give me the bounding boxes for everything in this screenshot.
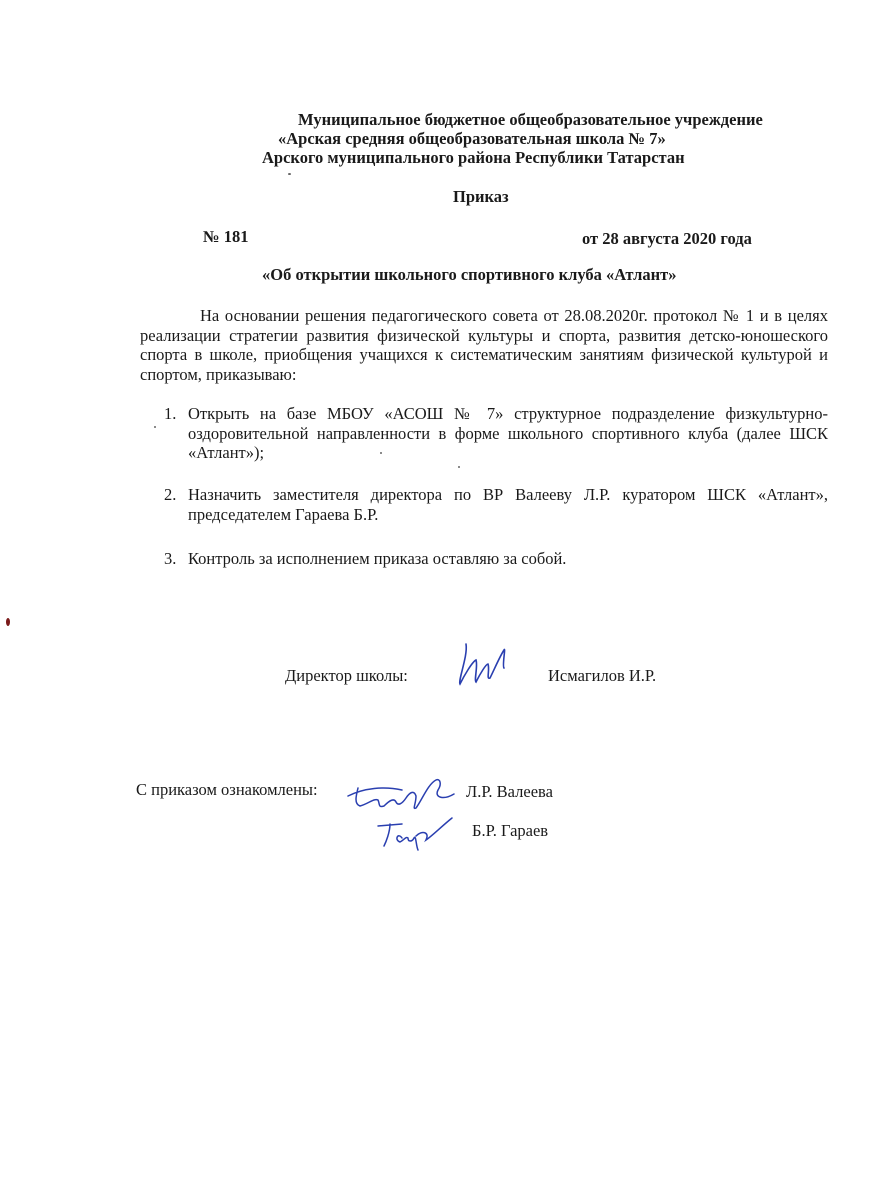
- preamble-paragraph: [140, 306, 828, 384]
- acquainted-name-2: Б.Р. Гараев: [472, 821, 549, 840]
- item-text: Открыть на базе МБОУ «АСОШ № 7» структурное подразделение физкультурно-оздоровительной направленности в форме школьного спортивного клуба (далее ШСК «Атлант»);: [188, 404, 828, 462]
- order-date: от 28 августа 2020 года: [582, 229, 752, 248]
- garaev-signature: [372, 812, 458, 852]
- order-subject: «Об открытии школьного спортивного клуба «Атлант»: [262, 265, 677, 284]
- scan-speck: [288, 173, 291, 175]
- acquainted-name-1: Л.Р. Валеева: [466, 782, 553, 801]
- item-number: 1.: [164, 404, 177, 423]
- valeeva-signature: [344, 770, 462, 816]
- document-type-title: Приказ: [453, 187, 509, 206]
- header-school-line: «Арская средняя общеобразовательная школа № 7»: [278, 129, 666, 148]
- item-number: 2.: [164, 485, 177, 504]
- scan-speck: [458, 466, 460, 468]
- order-number: № 181: [203, 227, 249, 246]
- preamble-text: На основании решения педагогического совета от 28.08.2020г. протокол № 1 и в целях реализации стратегии развития физической культуры и спорта, развития детско-юношеского спорта в школе, приобщения учащихся к систематическим занятиям физической культурой и спортом, приказываю:: [140, 306, 828, 384]
- header-institution-line: Муниципальное бюджетное общеобразовательное учреждение: [298, 110, 763, 129]
- acquainted-label: С приказом ознакомлены:: [136, 780, 318, 799]
- item-number: 3.: [164, 549, 177, 568]
- item-text: Назначить заместителя директора по ВР Валееву Л.Р. куратором ШСК «Атлант», председателем Гараева Б.Р.: [188, 485, 828, 524]
- director-signature: [448, 636, 520, 696]
- item-text: Контроль за исполнением приказа оставляю за собой.: [188, 549, 567, 568]
- header-district-line: Арского муниципального района Республики Татарстан: [262, 148, 685, 167]
- scan-mark: [6, 618, 10, 626]
- scan-speck: [154, 426, 156, 428]
- director-label: Директор школы:: [285, 666, 408, 685]
- scan-speck: [380, 452, 382, 454]
- director-name: Исмагилов И.Р.: [548, 666, 657, 685]
